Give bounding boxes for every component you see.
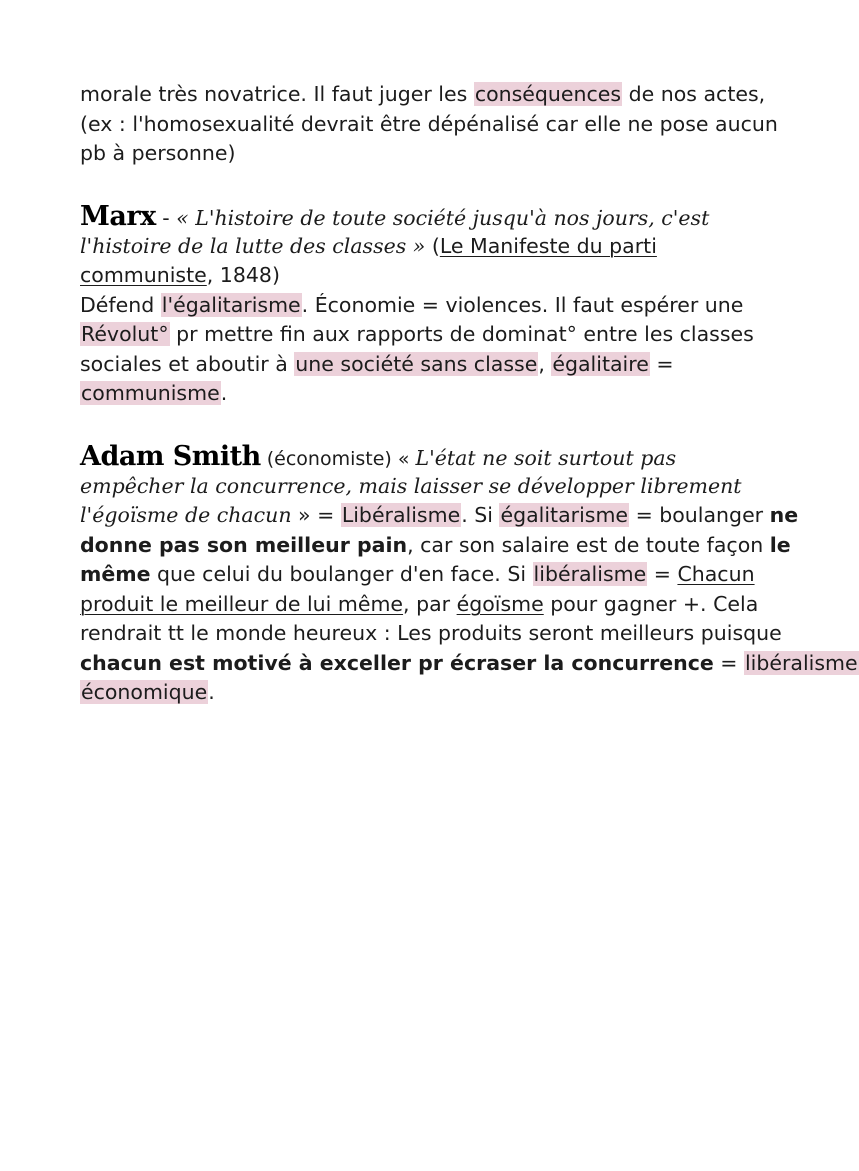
highlight-revolution: Révolut° (81, 322, 169, 346)
bold-text: ne (769, 503, 799, 527)
marx-line-2 (80, 232, 760, 262)
text: , (538, 351, 552, 376)
smith-line-7: rendrait tt le monde heureux : Les produits seront meilleurs puisque (80, 621, 782, 645)
highlight-egalitarisme: égalitarisme (500, 503, 629, 527)
text: sociales et aboutir à (80, 351, 295, 376)
highlight-liberalisme: Libéralisme (341, 503, 461, 527)
highlight-consequences: conséquences (474, 82, 622, 106)
intro-line-1 (80, 80, 766, 110)
text: . (208, 680, 215, 704)
text: , car son salaire est de toute façon (407, 532, 770, 557)
text: que celui du boulanger d'en face. Si (150, 562, 533, 586)
smith-section (80, 441, 858, 708)
text: . (220, 381, 228, 405)
text: morale très novatrice. Il faut juger les (80, 82, 474, 106)
marx-line-6 (80, 350, 760, 380)
text: , par (403, 591, 457, 616)
smith-line-9 (80, 678, 760, 708)
underlined-text: Chacun (677, 562, 755, 586)
marx-heading: Marx (80, 201, 156, 232)
highlight-egalitarisme: l'égalitarisme (161, 292, 301, 317)
marx-line-1 (80, 202, 760, 232)
highlight-egalitaire: égalitaire (552, 351, 649, 376)
highlight-economique: économique (81, 680, 208, 704)
text: Défend (80, 292, 161, 317)
marx-section (80, 202, 760, 409)
intro-line-3: pb à personne) (80, 141, 236, 165)
smith-quote: empêcher la concurrence, mais laisser se développer librement (80, 473, 742, 498)
text: = (647, 562, 678, 586)
marx-quote: « L'histoire de toute société jusqu'à nos jours, c'est (176, 206, 710, 230)
text: , 1848) (206, 263, 280, 287)
smith-heading: Adam Smith (80, 441, 261, 472)
smith-quote: L'état ne soit surtout pas (415, 446, 677, 470)
marx-line-3 (80, 261, 760, 291)
text: pour gagner +. Cela (543, 591, 759, 616)
text: = boulanger (629, 503, 770, 527)
smith-line-5 (80, 560, 760, 590)
marx-line-7 (80, 379, 760, 409)
text: de nos actes, (622, 82, 766, 106)
underlined-text: égoïsme (456, 591, 544, 616)
smith-line-6 (80, 590, 760, 620)
marx-quote: l'histoire de la lutte des classes » (80, 233, 426, 258)
highlight-liberalisme: libéralisme (533, 562, 647, 586)
intro-paragraph (80, 80, 778, 169)
text: » = (291, 503, 341, 527)
smith-line-3 (80, 501, 799, 531)
marx-work-title: Le Manifeste du parti (439, 233, 657, 258)
text: pr mettre fin aux rapports de dominat° entre les classes (169, 322, 754, 346)
highlight-liberalisme: libéralisme (744, 650, 858, 675)
marx-work-title: communiste (80, 263, 207, 287)
intro-line-2: (ex : l'homosexualité devrait être dépénalisé car elle ne pose aucun (80, 111, 778, 136)
bold-text: même (80, 562, 151, 586)
smith-line-1 (80, 442, 760, 472)
smith-quote: l'égoïsme de chacun (80, 503, 292, 527)
text: (économiste) « (260, 448, 416, 470)
marx-line-4 (80, 291, 760, 321)
bold-text: chacun est motivé à exceller pr écraser la concurrence (80, 650, 714, 675)
highlight-societe-sans-classe: une société sans classe (295, 351, 538, 376)
text: = (649, 351, 674, 376)
text: ( (425, 233, 440, 258)
text: . Si (461, 503, 500, 527)
smith-line-2 (80, 472, 760, 502)
text: . Économie = violences. Il faut espérer une (301, 292, 744, 317)
bold-text: le (769, 532, 791, 557)
smith-line-4 (80, 531, 791, 561)
text: = (713, 650, 744, 675)
highlight-communisme: communisme (81, 381, 220, 405)
marx-line-5 (80, 320, 760, 350)
text: - (155, 206, 177, 230)
underlined-text: produit le meilleur de lui même (80, 591, 404, 616)
bold-text: donne pas son meilleur pain (80, 532, 408, 557)
smith-line-8 (80, 649, 858, 679)
